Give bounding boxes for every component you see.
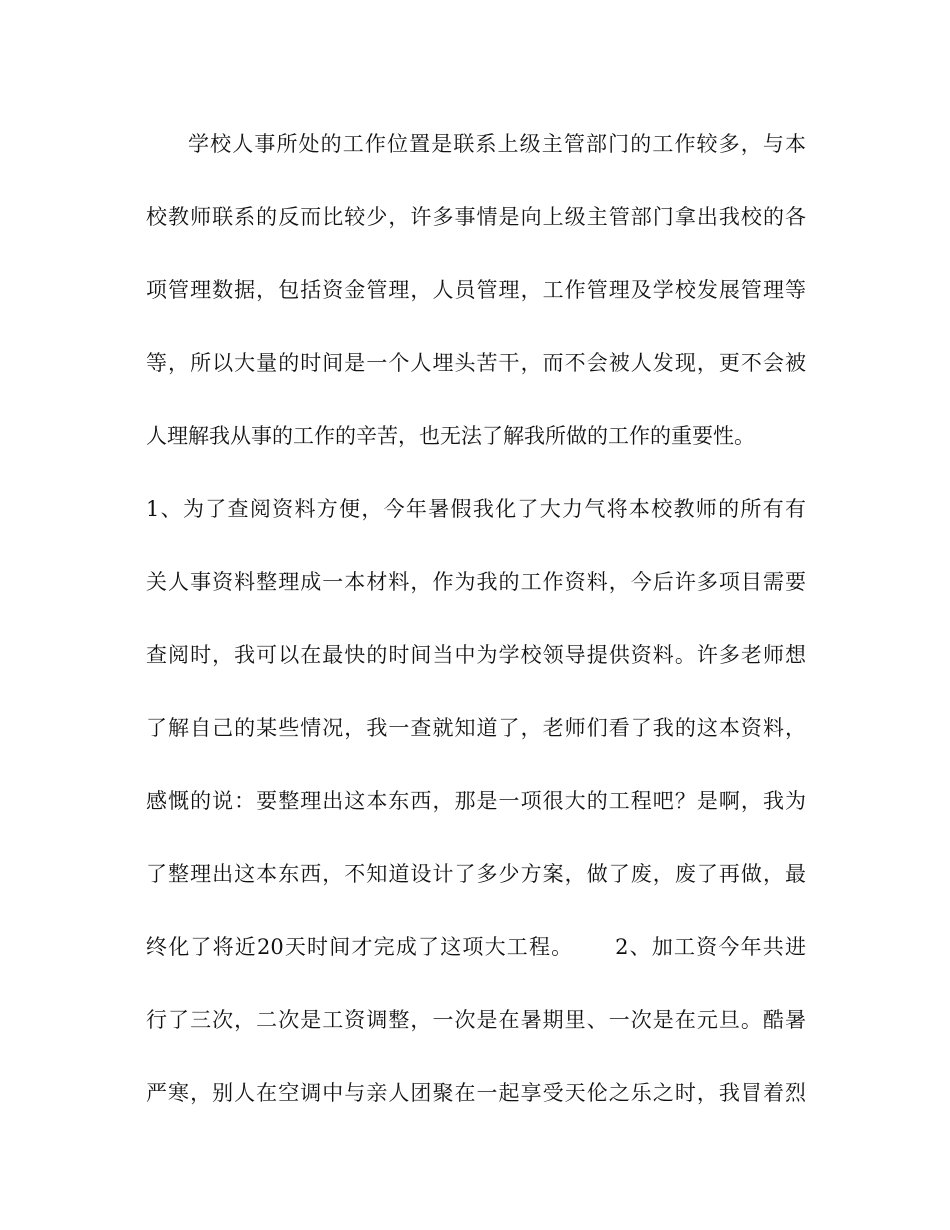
paragraph-line-11: 了整理出这本东西，不知道设计了多少方案，做了废，废了再做，最 [146, 862, 806, 886]
paragraph-line-4: 等，所以大量的时间是一个人埋头苦干，而不会被人发现，更不会被 [146, 351, 806, 375]
paragraph-line-7: 关人事资料整理成一本材料，作为我的工作资料，今后许多项目需要 [146, 570, 806, 594]
paragraph-line-3: 项管理数据，包括资金管理，人员管理，工作管理及学校发展管理等 [146, 278, 806, 302]
paragraph-line-10: 感慨的说：要整理出这本东西，那是一项很大的工程吧？是啊，我为 [146, 789, 806, 813]
paragraph-line-2: 校教师联系的反而比较少，许多事情是向上级主管部门拿出我校的各 [146, 205, 806, 229]
paragraph-line-6: 1、为了查阅资料方便，今年暑假我化了大力气将本校教师的所有有 [146, 497, 806, 521]
paragraph-line-14: 严寒，别人在空调中与亲人团聚在一起享受天伦之乐之时，我冒着烈 [146, 1081, 806, 1105]
paragraph-line-13: 行了三次，二次是工资调整，一次是在暑期里、一次是在元旦。酷暑 [146, 1008, 806, 1032]
paragraph-line-5: 人理解我从事的工作的辛苦，也无法了解我所做的工作的重要性。 [146, 424, 755, 448]
paragraph-line-1: 学校人事所处的工作位置是联系上级主管部门的工作较多，与本 [188, 132, 806, 156]
paragraph-line-12: 终化了将近20天时间才完成了这项大工程。 2、加工资今年共进 [146, 935, 806, 959]
paragraph-line-8: 查阅时，我可以在最快的时间当中为学校领导提供资料。许多老师想 [146, 643, 806, 667]
paragraph-line-9: 了解自己的某些情况，我一查就知道了，老师们看了我的这本资料， [146, 716, 806, 740]
